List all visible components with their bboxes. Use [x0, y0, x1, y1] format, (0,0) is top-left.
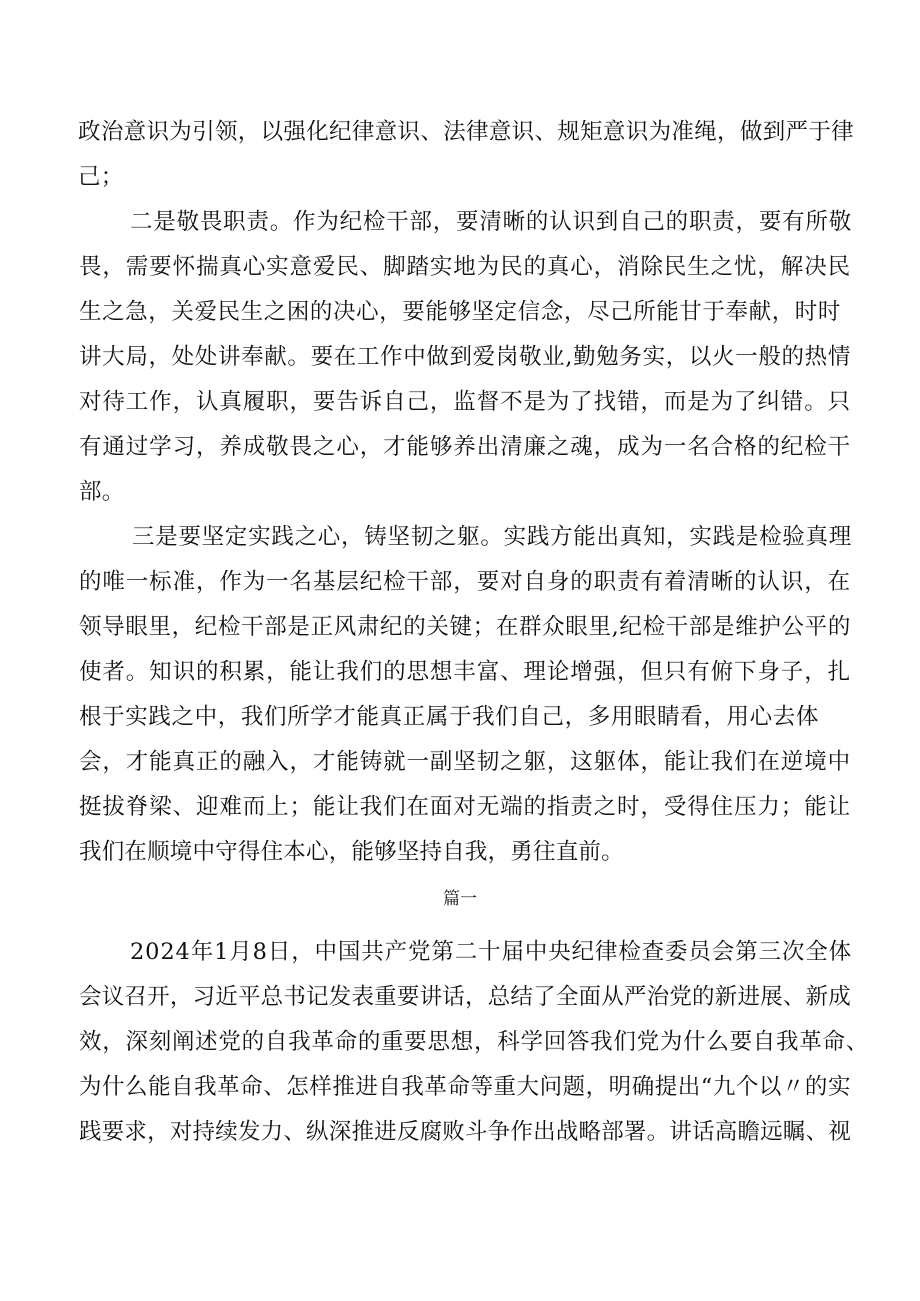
section-heading: 篇一	[443, 889, 477, 909]
paragraph-line: 挺拔脊梁、迎难而上；能让我们在面对无端的指责之时，受得住压力；能让	[79, 794, 851, 820]
paragraph-line: 讲大局，处处讲奉献。要在工作中做到爱岗敬业,勤勉务实，以火一般的热情	[79, 344, 851, 370]
paragraph-line: 政治意识为引领，以强化纪律意识、法律意识、规矩意识为准绳，做到严于律	[78, 119, 854, 145]
paragraph-line: 会，才能真正的融入，才能铸就一副坚韧之躯，这躯体，能让我们在逆境中	[79, 749, 851, 775]
paragraph-line: 我们在顺境中守得住本心，能够坚持自我，勇往直前。	[79, 839, 624, 865]
paragraph-line: 对待工作，认真履职，要告诉自己，监督不是为了找错，而是为了纠错。只	[79, 389, 851, 415]
paragraph-line: 效，深刻阐述党的自我革命的重要思想，科学回答我们党为什么要自我革命、	[79, 1029, 869, 1055]
paragraph-line: 三是要坚定实践之心，铸坚韧之躯。实践方能出真知，实践是检验真理	[132, 524, 852, 550]
paragraph-line: 会议召开，习近平总书记发表重要讲话，总结了全面从严治党的新进展、新成	[79, 984, 851, 1010]
paragraph-line: 的唯一标准，作为一名基层纪检干部，要对自身的职责有着清晰的认识，在	[79, 569, 851, 595]
paragraph-line: 有通过学习，养成敬畏之心，才能够养出清廉之魂，成为一名合格的纪检干	[79, 434, 851, 460]
paragraph-line: 部。	[79, 479, 125, 505]
paragraph-line: 生之急，关爱民生之困的决心，要能够坚定信念，尽己所能甘于奉献，时时	[79, 299, 841, 325]
paragraph-line: 二是敬畏职责。作为纪检干部，要清晰的认识到自己的职责，要有所敬	[130, 209, 852, 235]
paragraph-line: 使者。知识的积累，能让我们的思想丰富、理论增强，但只有俯下身子，扎	[79, 659, 851, 685]
paragraph-line: 畏，需要怀揣真心实意爱民、脚踏实地为民的真心，消除民生之忧，解决民	[79, 254, 851, 280]
paragraph-line: 领导眼里，纪检干部是正风肃纪的关键；在群众眼里,纪检干部是维护公平的	[79, 614, 851, 640]
paragraph-line: 践要求，对持续发力、纵深推进反腐败斗争作出战略部署。讲话高瞻远瞩、视	[79, 1119, 851, 1145]
paragraph-line: 根于实践之中，我们所学才能真正属于我们自己，多用眼睛看，用心去体	[79, 704, 819, 730]
paragraph-line: 2024年1月8日，中国共产党第二十届中央纪律检查委员会第三次全体	[130, 939, 852, 965]
paragraph-line: 为什么能自我革命、怎样推进自我革命等重大问题，明确提出“九个以〃的实	[79, 1074, 851, 1100]
paragraph-line: 己；	[78, 164, 124, 190]
